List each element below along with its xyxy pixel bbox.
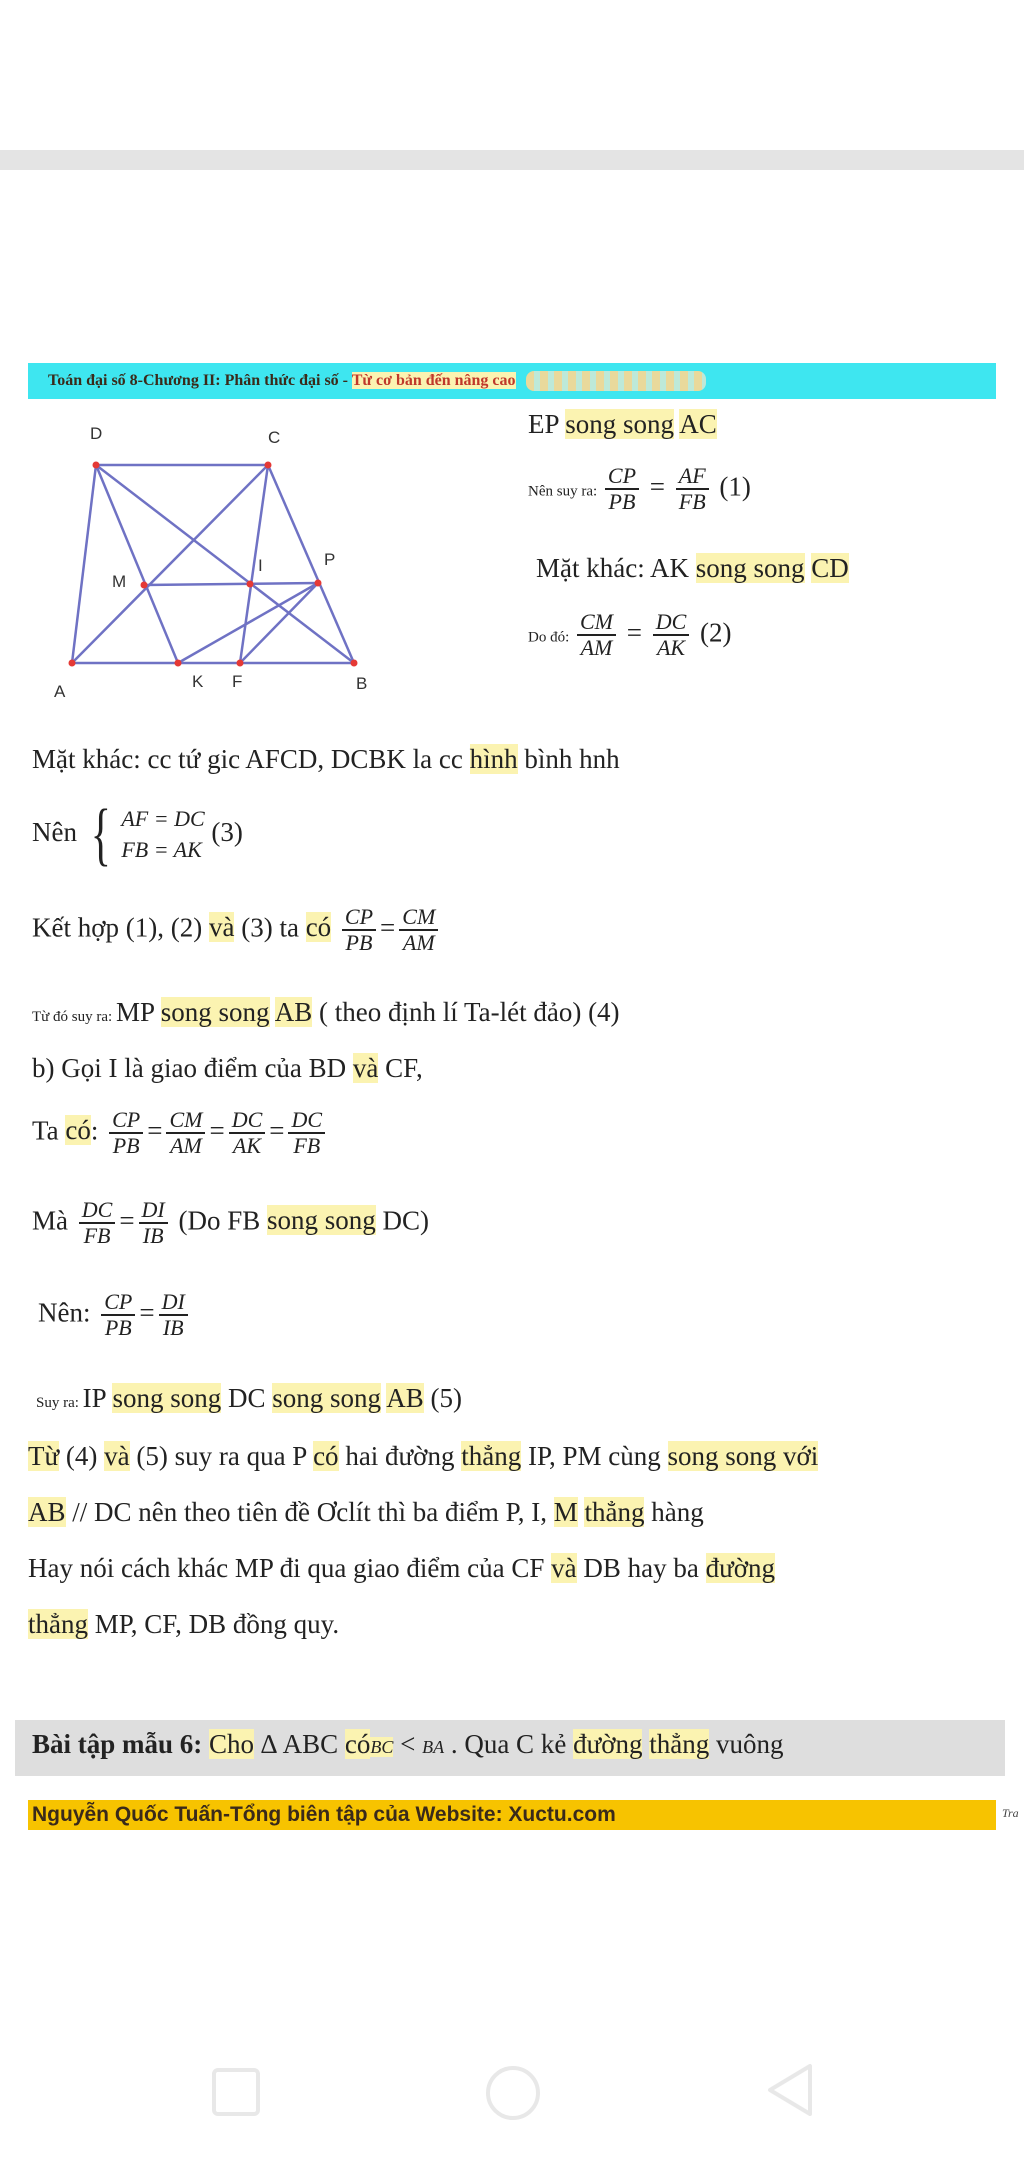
segment-kp — [178, 583, 318, 663]
fraction: $\frac{CM}{AM}$ — [166, 1108, 205, 1158]
header-decoration — [526, 371, 706, 391]
line-chain-ratio: Ta có: $\frac{CP}{PB}$ = $\frac{CM}{AM}$ = $\frac{DC}{AK}$ = $\frac{DC}{FB}$ — [32, 1108, 329, 1158]
exercise-6: Bài tập mẫu 6: Cho ∆ ABC cóBC < BA . Qua C kẻ đường thẳng vuông — [32, 1729, 784, 1759]
header-subtitle: Từ cơ bản đến nâng cao — [351, 372, 516, 389]
fraction: $\frac{DC}{AK}$ — [653, 610, 690, 660]
segment-fp — [240, 583, 318, 663]
segment-cb — [268, 465, 354, 663]
label-k: K — [192, 672, 204, 691]
line-mp-parallel-ab: Từ đó suy ra: MP song song AB ( theo định lí Ta-lét đảo) (4) — [32, 997, 620, 1027]
fraction: $\frac{CM}{AM}$ — [399, 905, 438, 955]
line-conclusion-1: Từ (4) và (5) suy ra qua P có hai đường thẳng IP, PM cùng song song với — [28, 1441, 819, 1471]
document-footer: Nguyễn Quốc Tuấn-Tổng biên tập của Website: Xuctu.com — [28, 1800, 996, 1830]
point-p — [315, 580, 322, 587]
fraction: $\frac{DC}{AK}$ — [229, 1108, 266, 1158]
label-p: P — [324, 550, 336, 569]
line-parallelograms: Mặt khác: cc tứ gic AFCD, DCBK la cc hình bình hnh — [32, 744, 620, 774]
document-header — [28, 363, 996, 399]
fraction: $\frac{DC}{FB}$ — [288, 1108, 325, 1158]
line-conclusion-3: Hay nói cách khác MP đi qua giao điểm của CF và DB hay ba đường — [28, 1553, 776, 1583]
point-m — [141, 582, 148, 589]
label-a: A — [54, 682, 66, 701]
back-icon — [770, 2066, 810, 2114]
page-number: Tra — [1002, 1806, 1019, 1820]
line-part-b: b) Gọi I là giao điểm của BD và CF, — [32, 1053, 423, 1083]
segment-cf — [240, 465, 268, 663]
equation-system: { AF = DC FB = AK — [90, 796, 205, 873]
line-ep-parallel-ac: EP song song AC — [528, 409, 717, 439]
line-ratio-1: Nên suy ra: $\frac{CP}{PB}$ = $\frac{AF}{FB}$ (1) — [528, 463, 751, 515]
segment-dk — [96, 465, 178, 663]
label-m: M — [112, 572, 127, 591]
line-ratio-2: Do đó: $\frac{CM}{AM}$ = $\frac{DC}{AK}$ (2) — [528, 609, 732, 661]
point-d — [93, 462, 100, 469]
back-button[interactable] — [760, 2060, 820, 2120]
label-c: C — [268, 428, 281, 447]
segment-da — [72, 465, 96, 663]
home-button[interactable] — [486, 2066, 540, 2120]
line-system-3: Nên { AF = DC FB = AK (3) — [32, 796, 243, 873]
point-f — [237, 660, 244, 667]
recent-apps-button[interactable] — [212, 2068, 260, 2116]
point-a — [69, 660, 76, 667]
label-d: D — [90, 424, 103, 443]
line-conclusion-2: AB // DC nên theo tiên đề Ơclít thì ba điểm P, I, M thẳng hàng — [28, 1497, 704, 1527]
fraction: $\frac{DI}{IB}$ — [159, 1290, 188, 1340]
fraction: $\frac{CP}{PB}$ — [342, 905, 376, 955]
segment-ac — [72, 465, 268, 663]
segment-db — [96, 465, 354, 663]
point-b — [351, 660, 358, 667]
geometry-diagram — [40, 415, 380, 715]
fraction: $\frac{AF}{FB}$ — [676, 464, 709, 514]
line-di-ib: Mà $\frac{DC}{FB}$ = $\frac{DI}{IB}$ (Do FB song song DC) — [32, 1197, 430, 1249]
point-c — [265, 462, 272, 469]
fraction: $\frac{CP}{PB}$ — [101, 1290, 135, 1340]
point-i — [247, 581, 254, 588]
fraction: $\frac{CP}{PB}$ — [109, 1108, 143, 1158]
top-divider — [0, 150, 1024, 170]
line-combine: Kết hợp (1), (2) và (3) ta có $\frac{CP}{PB}$ = $\frac{CM}{AM}$ — [32, 905, 442, 955]
line-conclusion-4: thẳng MP, CF, DB đồng quy. — [28, 1609, 340, 1639]
line-ak-parallel-cd: Mặt khác: AK song song CD — [536, 553, 849, 583]
fraction: $\frac{CM}{AM}$ — [577, 610, 616, 660]
line-ip-parallel: Suy ra: IP song song DC song song AB (5) — [36, 1383, 462, 1413]
fraction: $\frac{CP}{PB}$ — [605, 464, 639, 514]
label-f: F — [232, 672, 243, 691]
label-i: I — [258, 556, 263, 575]
segment-mp — [144, 583, 318, 585]
fraction: $\frac{DI}{IB}$ — [139, 1198, 168, 1248]
fraction: $\frac{DC}{FB}$ — [79, 1198, 116, 1248]
header-title: Toán đại số 8-Chương II: Phân thức đại số - — [48, 372, 352, 389]
label-b: B — [356, 674, 368, 693]
line-cp-pb: Nên: $\frac{CP}{PB}$ = $\frac{DI}{IB}$ — [38, 1290, 192, 1340]
point-k — [175, 660, 182, 667]
